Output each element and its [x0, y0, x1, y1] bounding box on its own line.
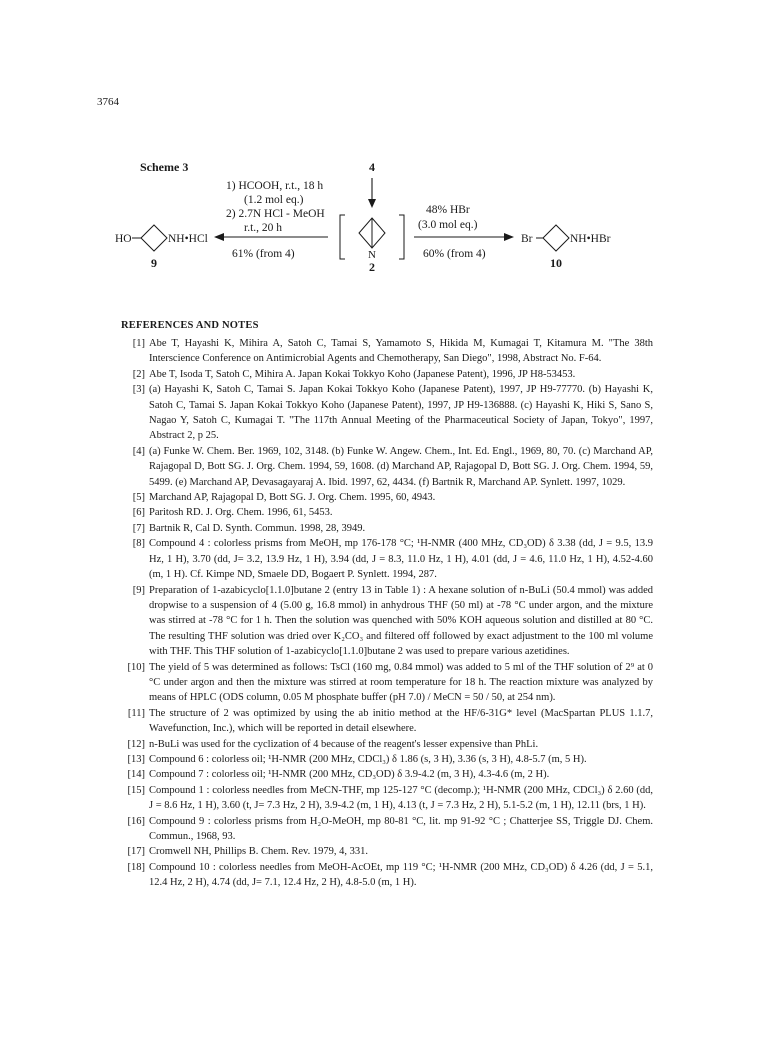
reference-text: Compound 1 : colorless needles from MeCN-THF, mp 125-127 °C (decomp.); ¹H-NMR (200 MHz, CDCl₃) δ 2.60 (dd, J = 8.6 Hz, 1 H), 3.60 (t, J= 7.3 Hz, 2 H), 3.9-4.2 (m, 1 H), 4.13 (t, J = 7.3 Hz, 2 H), 5.1-5.2 (m, 1 H), 12.11 (brs, 1 H). — [149, 784, 653, 812]
left-yield: 61% (from 4) — [232, 248, 295, 260]
left-condition-line-4: r.t., 20 h — [244, 222, 283, 234]
reference-item-1 — [121, 336, 653, 367]
reference-number: [10] — [127, 661, 145, 673]
right-yield: 60% (from 4) — [423, 248, 486, 260]
reference-number: [13] — [127, 753, 145, 765]
bracket-left — [340, 215, 345, 259]
reference-number: [3] — [132, 384, 145, 396]
reference-item-2 — [121, 367, 653, 382]
reference-number: [15] — [127, 784, 145, 796]
reference-text: Paritosh RD. J. Org. Chem. 1996, 61, 5453. — [149, 507, 333, 519]
reference-item-14 — [121, 767, 653, 782]
reference-number: [2] — [132, 368, 145, 380]
reference-text: Cromwell NH, Phillips B. Chem. Rev. 1979, 4, 331. — [149, 846, 368, 858]
reference-item-17 — [121, 844, 653, 859]
arrowhead-down — [368, 199, 376, 208]
reference-item-16 — [121, 814, 653, 845]
reference-item-15 — [121, 783, 653, 814]
compound-9-salt: NH•HCl — [168, 233, 208, 245]
reference-text: The yield of 5 was determined as follows: TsCl (160 mg, 0.84 mmol) was added to 5 ml of the THF solution of 2⁹ at 0 °C under argon and then the mixture was stirred at room temperature for 18 h. The reaction mixture was analyzed by means of HPLC (ODS column, 0.05 M phosphate buffer (pH 7.0) / MeCN = 50 / 50, at 254 nm). — [149, 661, 653, 704]
reference-number: [17] — [127, 846, 145, 858]
right-arrowhead — [504, 233, 514, 241]
reference-text: Bartnik R, Cal D. Synth. Commun. 1998, 28, 3949. — [149, 522, 366, 534]
compound-10-azetidine-ring — [543, 225, 569, 251]
reference-text: Compound 7 : colorless oil; ¹H-NMR (200 MHz, CD₃OD) δ 3.9-4.2 (m, 3 H), 4.3-4.6 (m, 2 H). — [149, 769, 550, 781]
reference-text: Compound 9 : colorless prisms from H₂O-MeOH, mp 80-81 °C, lit. mp 91-92 °C ; Chatterjee SS, Triggle DJ. Chem. Commun., 1968, 93. — [149, 815, 653, 842]
compound-10-substituent: Br — [521, 233, 533, 245]
left-condition-line-3: 2) 2.7N HCl - MeOH — [226, 208, 325, 220]
left-condition-line-2: (1.2 mol eq.) — [244, 194, 304, 206]
reference-number: [4] — [132, 445, 145, 457]
scheme-label: Scheme 3 — [140, 160, 189, 174]
reference-number: [12] — [127, 738, 145, 750]
reference-number: [6] — [132, 507, 145, 519]
references-heading: REFERENCES AND NOTES — [121, 320, 259, 331]
reference-item-7 — [121, 521, 653, 536]
reference-number: [14] — [127, 769, 145, 781]
reference-text: n-BuLi was used for the cyclization of 4 because of the reagent's lesser expensive than PhLi. — [149, 738, 539, 750]
reference-text: Abe T, Isoda T, Satoh C, Mihira A. Japan Kokai Tokkyo Koho (Japanese Patent), 1996, JP H8-53453. — [149, 368, 576, 380]
compound-9-label: 9 — [151, 256, 157, 270]
compound-10-label: 10 — [550, 256, 562, 270]
reference-item-10 — [121, 660, 653, 706]
reference-text: (a) Funke W. Chem. Ber. 1969, 102, 3148. (b) Funke W. Angew. Chem., Int. Ed. Engl., 1969, 80, 70. (c) Marchand AP, Rajagopal D, Bott SG. J. Org. Chem. 1994, 59, 1608. (d) Marchand AP, Rajagopal D, Bott SG. J. Org. Chem. 1994, 59, 5499. (e) Marchand AP, Devasagayaraj A. Ibid. 1997, 62, 4434. (f) Bartnik R, Marchand AP. Synlett. 1997, 1029. — [149, 445, 653, 488]
reference-number: [18] — [127, 861, 145, 873]
reference-number: [9] — [132, 584, 145, 596]
reference-text: Compound 4 : colorless prisms from MeOH, mp 176-178 °C; ¹H-NMR (400 MHz, CD₃OD) δ 3.38 (dd, J = 9.5, 13.9 Hz, 1 H), 3.70 (dd, J= 3.2, 13.9 Hz, 1 H), 3.94 (dd, J = 8.3, 11.0 Hz, 1 H), 4.01 (dd, J = 4.6, 11.0 Hz, 1 H), 4.52-4.60 (m, 1 H). Cf. Kimpe ND, Smaele DD, Bogaert P. Synlett. 1994, 287. — [149, 538, 653, 581]
reference-item-12 — [121, 737, 653, 752]
reference-item-8 — [121, 536, 653, 582]
references-list — [121, 336, 653, 891]
reference-number: [8] — [132, 538, 145, 550]
reference-text: Compound 6 : colorless oil; ¹H-NMR (200 MHz, CDCl₃) δ 1.86 (s, 3 H), 3.36 (s, 3 H), 4.8-5.7 (m, 5 H). — [149, 753, 587, 765]
reference-number: [1] — [132, 338, 145, 349]
right-condition-line-1: 48% HBr — [426, 204, 470, 216]
reference-text: The structure of 2 was optimized by using the ab initio method at the HF/6-31G* level (MacSpartan PLUS 1.1.7, Wavefunction, Inc.), which will be reported in detail elsewhere. — [149, 707, 653, 735]
reference-number: [16] — [127, 815, 145, 827]
reference-item-6 — [121, 505, 653, 520]
reference-text: Abe T, Hayashi K, Mihira A, Satoh C, Tamai S, Yamamoto S, Hikida M, Kumagai T, Kitamura M. "The 38th Interscience Conference on Antimicrobial Agents and Chemotherapy, San Diego", 1998, Abstract No. F-64. — [149, 338, 653, 365]
left-arrowhead — [214, 233, 224, 241]
reference-text: Compound 10 : colorless needles from MeOH-AcOEt, mp 119 °C; ¹H-NMR (200 MHz, CD₃OD) δ 4.26 (dd, J = 5.1, 12.4 Hz, 2 H), 4.74 (dd, J= 7.1, 12.4 Hz, 2 H), 4.8-5.0 (m, 1 H). — [149, 861, 653, 889]
reference-text: Marchand AP, Rajagopal D, Bott SG. J. Org. Chem. 1995, 60, 4943. — [149, 492, 436, 504]
compound-9-substituent: HO — [115, 233, 132, 245]
reference-item-5 — [121, 490, 653, 505]
reference-text: Preparation of 1-azabicyclo[1.1.0]butane 2 (entry 13 in Table 1) : A hexane solution of n-BuLi (50.4 mmol) was added dropwise to a suspension of 4 (5.00 g, 16.8 mmol) in anhydrous THF (50 ml) at -78 °C under argon, and the mixture was stirred at -78 °C for 1 h. Then the solution was quenched with 50% KOH aqueous solution and distilled at 80 °C. The resulting THF solution was dried over K₂CO₃ and filtered off followed by exact adjustment to the 100 ml volume with THF. This THF solution of 1-azabicyclo[1.1.0]butane 2 was used to prepare various azetidines. — [149, 584, 653, 658]
reference-item-13 — [121, 752, 653, 767]
compound-9-azetidine-ring — [141, 225, 167, 251]
left-condition-line-1: 1) HCOOH, r.t., 18 h — [226, 180, 324, 192]
reference-item-4 — [121, 444, 653, 490]
reference-item-11 — [121, 706, 653, 737]
reference-number: [5] — [132, 492, 145, 504]
bracket-right — [399, 215, 404, 259]
reference-text: (a) Hayashi K, Satoh C, Tamai S. Japan Kokai Tokkyo Koho (Japanese Patent), 1997, JP H9-77770. (b) Hayashi K, Satoh C, Tamai S. Japan Kokai Tokkyo Koho (Japanese Patent), 1997, JP H9-136888. (c) Hayashi K, Hiki S, Sano S, Nagao Y, Satoh C, Kumagai T. "The 117th Annual Meeting of the Pharmaceutical Society of Japan, Tokyo", 1997, Abstract 2, p 25. — [149, 384, 653, 442]
compound-2-nitrogen: N — [368, 249, 376, 261]
reference-item-9 — [121, 583, 653, 660]
reference-number: [11] — [127, 707, 145, 719]
page-number: 3764 — [97, 96, 119, 108]
reaction-scheme — [0, 0, 768, 300]
right-condition-line-2: (3.0 mol eq.) — [418, 219, 478, 231]
reference-item-18 — [121, 860, 653, 891]
reference-item-3 — [121, 382, 653, 444]
compound-10-salt: NH•HBr — [570, 233, 611, 245]
compound-4-label: 4 — [369, 160, 375, 174]
reference-number: [7] — [132, 522, 145, 534]
compound-2-label: 2 — [369, 260, 375, 274]
